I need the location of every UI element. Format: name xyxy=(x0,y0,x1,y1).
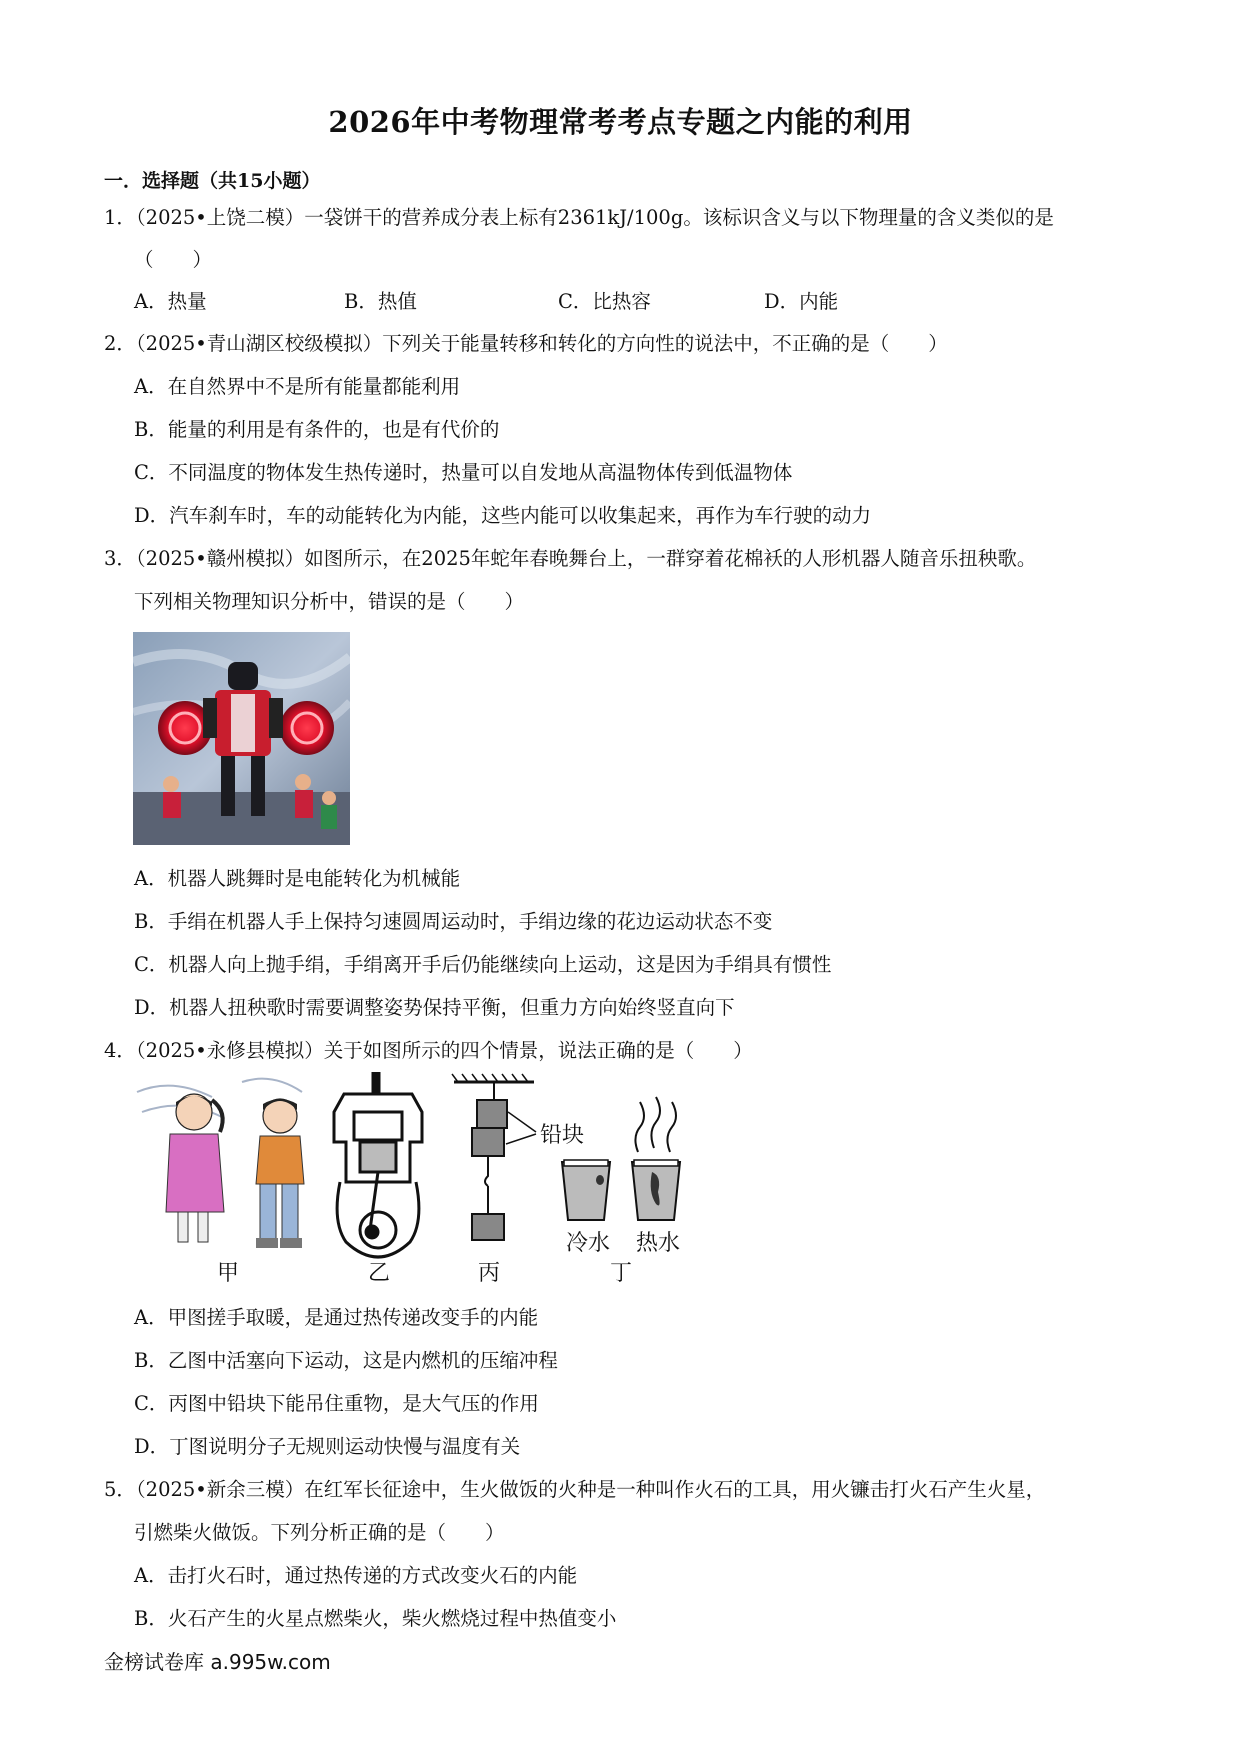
scene-jia-children xyxy=(137,1079,304,1248)
question-1-option-c: C．比热容 xyxy=(558,290,651,313)
question-1-option-a: A．热量 xyxy=(134,290,207,313)
four-scenes-figure xyxy=(132,1072,772,1284)
section-heading: 一．选择题（共15小题） xyxy=(104,170,321,192)
question-4-stem: 4．（2025•永修县模拟）关于如图所示的四个情景，说法正确的是（ ） xyxy=(104,1039,753,1062)
question-2-option-d: D．汽车刹车时，车的动能转化为内能，这些内能可以收集起来，再作为车行驶的动力 xyxy=(134,504,872,527)
question-3-stem-cont: 下列相关物理知识分析中，错误的是（ ） xyxy=(134,590,525,613)
hot-water-label: 热水 xyxy=(636,1231,681,1256)
robot-dance-photo xyxy=(133,632,350,845)
cold-water-label: 冷水 xyxy=(566,1231,611,1256)
label-yi: 乙 xyxy=(368,1261,391,1284)
label-bing: 丙 xyxy=(478,1261,501,1284)
question-2-option-b: B．能量的利用是有条件的，也是有代价的 xyxy=(134,418,500,441)
question-5-option-b: B．火石产生的火星点燃柴火，柴火燃烧过程中热值变小 xyxy=(134,1607,617,1630)
lead-block-label: 铅块 xyxy=(540,1123,585,1148)
question-1-stem: 1．（2025•上饶二模）一袋饼干的营养成分表上标有2361kJ/100g。该标识含义与以下物理量的含义类似的是 xyxy=(104,206,1054,229)
scene-bing-lead-blocks xyxy=(452,1074,584,1240)
question-3-option-b: B．手绢在机器人手上保持匀速圆周运动时，手绢边缘的花边运动状态不变 xyxy=(134,910,773,933)
question-5-stem-cont: 引燃柴火做饭。下列分析正确的是（ ） xyxy=(134,1521,505,1544)
footer-source: 金榜试卷库 a.995w.com xyxy=(104,1650,331,1674)
question-3-option-d: D．机器人扭秧歌时需要调整姿势保持平衡，但重力方向始终竖直向下 xyxy=(134,996,735,1019)
question-1-blank: （ ） xyxy=(134,248,213,271)
question-1-option-d: D．内能 xyxy=(764,290,839,313)
question-4-option-d: D．丁图说明分子无规则运动快慢与温度有关 xyxy=(134,1435,521,1458)
scene-ding-water-cups xyxy=(562,1097,680,1256)
label-jia: 甲 xyxy=(217,1261,240,1284)
scene-yi-engine xyxy=(334,1072,422,1257)
question-2-option-c: C．不同温度的物体发生热传递时，热量可以自发地从高温物体传到低温物体 xyxy=(134,461,793,484)
question-3-option-c: C．机器人向上抛手绢，手绢离开手后仍能继续向上运动，这是因为手绢具有惯性 xyxy=(134,953,832,976)
question-4-option-c: C．丙图中铅块下能吊住重物，是大气压的作用 xyxy=(134,1392,539,1415)
question-5-option-a: A．击打火石时，通过热传递的方式改变火石的内能 xyxy=(134,1564,578,1587)
question-1-option-b: B．热值 xyxy=(344,290,417,313)
question-5-stem: 5．（2025•新余三模）在红军长征途中，生火做饭的火种是一种叫作火石的工具，用火镰击打火石产生火星， xyxy=(104,1478,1046,1501)
question-2-stem: 2．（2025•青山湖区校级模拟）下列关于能量转移和转化的方向性的说法中，不正确的是（ ） xyxy=(104,332,948,355)
question-3-option-a: A．机器人跳舞时是电能转化为机械能 xyxy=(134,867,461,890)
question-4-option-a: A．甲图搓手取暖，是通过热传递改变手的内能 xyxy=(134,1306,539,1329)
label-ding: 丁 xyxy=(610,1261,633,1284)
question-2-option-a: A．在自然界中不是所有能量都能利用 xyxy=(134,375,461,398)
document-title: 2026年中考物理常考考点专题之内能的利用 xyxy=(328,105,913,139)
question-4-option-b: B．乙图中活塞向下运动，这是内燃机的压缩冲程 xyxy=(134,1349,558,1372)
question-3-stem: 3．（2025•赣州模拟）如图所示，在2025年蛇年春晚舞台上，一群穿着花棉袄的人形机器人随音乐扭秧歌。 xyxy=(104,547,1037,570)
